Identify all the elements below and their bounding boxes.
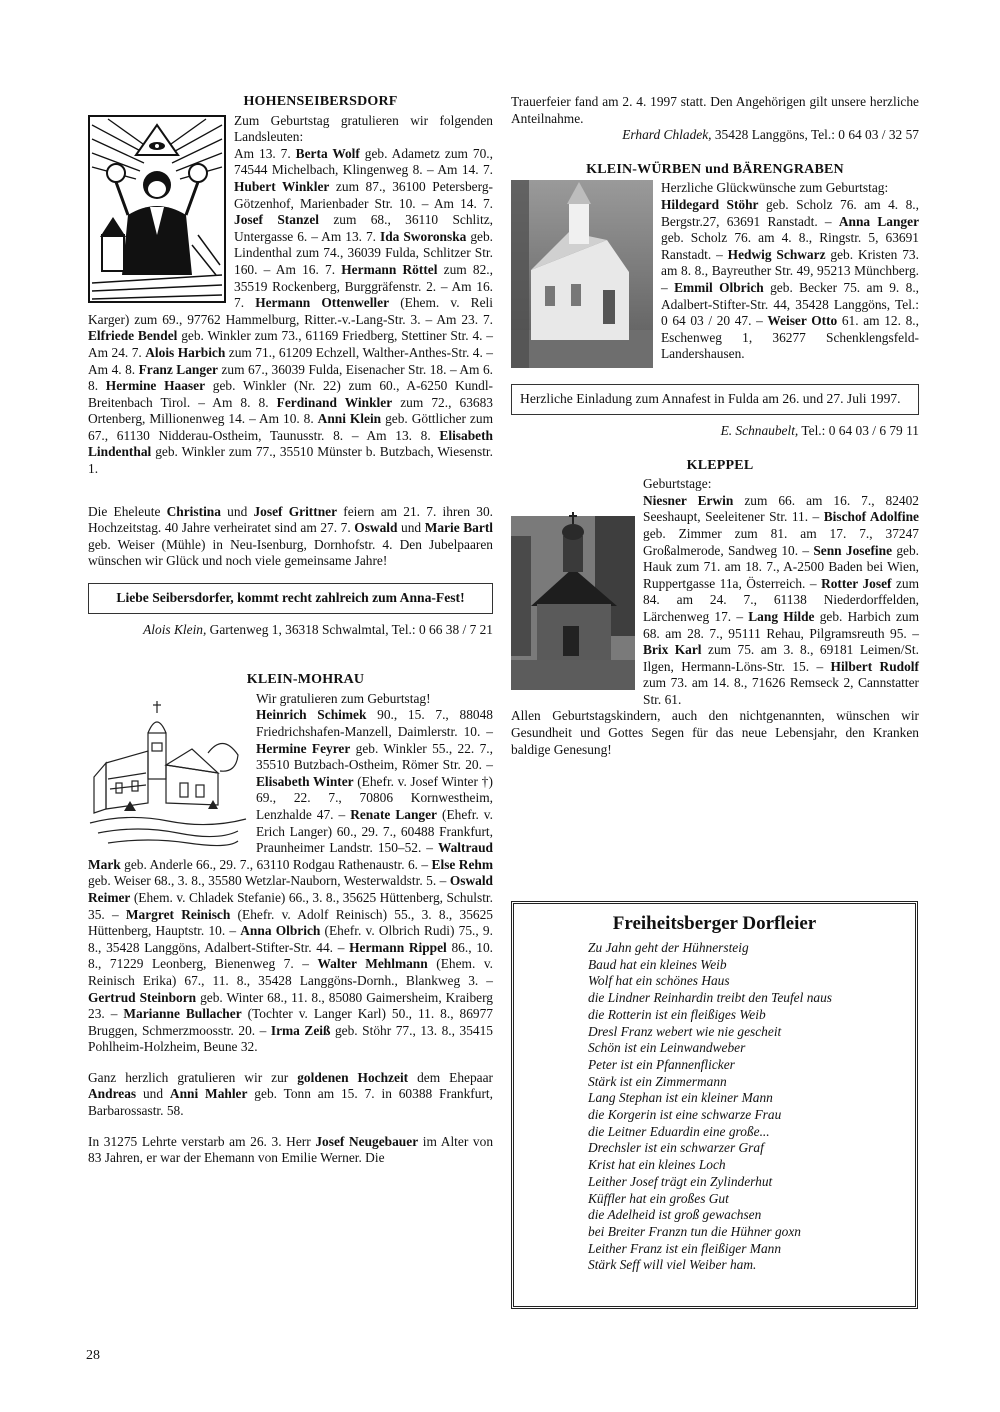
- poem-line: die Lindner Reinhardin treibt den Teufel naus: [588, 990, 832, 1006]
- text-run: Am 13. 7.: [234, 145, 296, 161]
- text-run: im Alter von 83 Jahren, er war der Ehemann von Emilie Werner. Die: [88, 1133, 494, 1166]
- name-bold: Elisabeth Winter: [256, 773, 354, 789]
- chladek-signature: [511, 127, 919, 144]
- name-bold: Josef Stanzel: [234, 212, 319, 228]
- schnaubelt-signature: [511, 423, 919, 440]
- poem-line: die Korgerin ist eine schwarze Frau: [588, 1107, 782, 1123]
- name-bold: Weiser Otto: [767, 313, 838, 329]
- text-run: geb. Anderle 66., 29. 7., 63110 Rodgau Rathenaustr. 6. –: [120, 856, 432, 872]
- text-run: 90., 15. 7., 88048 Friedrichshafen-Manzell, Daimlerstr. 10. –: [256, 707, 493, 739]
- name-bold: Else Rehm: [431, 856, 493, 872]
- name-bold: Margret Reinisch: [125, 906, 231, 922]
- name-bold: Elisabeth Lindenthal: [88, 427, 493, 460]
- section-title-kleppel: KLEPPEL: [686, 457, 754, 473]
- text-run: geb. Harbich zum 68. am 28. 7., 95111 Rehau, Pilgramsreuth 95. –: [643, 608, 919, 641]
- text-run: geb. Stöhr 77., 13. 8., 35415 Pohlheim-Holzheim, Beune 32.: [88, 1022, 493, 1055]
- name-bold: Waltraud Mark: [88, 840, 493, 872]
- text-run: geb. Winkler (Nr. 22) zum 60., A-6250 Kundl-Breitenbach Tirol. – Am 8. 8.: [88, 378, 494, 410]
- text-run: geb. Winkler 55., 22. 7., 35510 Butzbach-Ostheim, Römer Str. 20. –: [256, 740, 493, 773]
- wooden-chapel-photo: [511, 476, 635, 690]
- signature-address: 35428 Langgöns, Tel.: 0 64 03 / 32 57: [711, 127, 919, 143]
- poem-line: Stärk ist ein Zimmermann: [588, 1073, 727, 1089]
- name-bold: Franz Langer: [138, 361, 218, 377]
- name-bold: Alois Harbich: [145, 344, 226, 360]
- poem-line: Leither Franz ist ein fleißiger Mann: [588, 1240, 782, 1256]
- signature-name: Alois Klein,: [143, 621, 207, 637]
- poem-line: Zu Jahn geht der Hühnersteig: [588, 940, 749, 955]
- text-run: 61. am 12. 8., Eschenweg 1, 36277 Schenklengsfeld-Landershausen.: [661, 313, 919, 362]
- text-run: (Ehem. v. Reli Karger) zum 69., 97762 Hammelburg, Ritter.-v.-Lang-Str. 3. – Am 23. 7.: [88, 295, 494, 327]
- poem-line: Stärk Seff will viel Weiber ham.: [588, 1257, 757, 1273]
- name-bold: Anna Olbrich: [240, 923, 321, 939]
- name-bold: Berta Wolf: [295, 145, 360, 161]
- text-run: geb. Winter 68., 11. 8., 85080 Gaimersheim, Kraiberg 23. –: [88, 989, 493, 1022]
- name-bold: Josef Grittner: [253, 503, 338, 519]
- name-bold: Ferdinand Winkler: [276, 394, 393, 410]
- text-run: (Ehefr. v. Olbrich Rudi) 75., 9. 8., 35428 Langgöns, Adalbert-Stifter-Str. 44. –: [88, 923, 493, 955]
- text-run: geb. Zimmer zum 81. am 17. 7., 37247 Großalmerode, Sandweg 10. –: [643, 525, 919, 558]
- name-bold: Niesner Erwin: [643, 492, 734, 508]
- text-run: zum 73. am 14. 8., 71626 Remseck 2, Cannstatter Str. 61.: [643, 675, 919, 707]
- name-bold: Irma Zeiß: [270, 1022, 331, 1038]
- hohenseibersdorf-signature: [88, 622, 493, 639]
- poem-line: die Leitner Eduardin eine große...: [588, 1123, 770, 1139]
- text-run: geb. Scholz 76. am 4. 8., Bergstr.27, 63691 Ranstadt. –: [661, 196, 919, 229]
- klein-mohrau-golden-wedding: [88, 1070, 493, 1120]
- text-run: geb. Winkler zum 73., 61169 Friedberg, Stettiner Str. 4. – Am 24. 7.: [88, 328, 493, 360]
- name-bold: Ida Sworonska: [380, 228, 467, 244]
- name-bold: Senn Josefine: [813, 542, 893, 558]
- name-bold: Hedwig Schwarz: [727, 246, 826, 262]
- poem-line: bei Breiter Franzn tun die Hühner goxn: [588, 1223, 801, 1239]
- text-run: geb. Becker 75. am 9. 8., Adalbert-Stifter-Str. 44, 35428 Langgöns, Tel.: 0 64 03 / 20 47. –: [661, 279, 920, 329]
- text-run: zum 82., 35519 Rockenberg, Burggräfenstr. 2. – Am 16. 7.: [234, 261, 494, 311]
- poem-line: Baud hat ein kleines Weib: [588, 956, 727, 972]
- poem-box: [511, 901, 918, 1309]
- chapel-photo: [511, 180, 653, 368]
- text-run: geb. Winkler zum 77., 35510 Münster b. Butzbach, Wiesenstr. 1.: [88, 444, 493, 477]
- poem-line: Schön ist ein Leinwandweber: [588, 1040, 746, 1056]
- name-bold: Oswald Reimer: [88, 873, 493, 905]
- hohenseibersdorf-intro: Zum Geburtstag gratulieren wir folgenden Landsleuten:: [234, 112, 493, 145]
- left-column: [88, 94, 493, 1167]
- poem-lines: [588, 940, 915, 1274]
- klein-mohrau-intro: Wir gratulieren zum Geburtstag!: [256, 690, 431, 706]
- text-run: (Ehefr. v. Erich Langer) 60., 29. 7., 60488 Frankfurt, Praunheimer Landstr. 150–52. –: [256, 806, 493, 856]
- poem-title: Freiheitsberger Dorfleier: [612, 913, 817, 934]
- text-run: zum 87., 36100 Petersberg-Götzenhof, Marienbader Str. 10. – Am 14. 7.: [234, 178, 493, 211]
- text-run: geb. Hauk zum 71. am 18. 7., A-2500 Baden bei Wien, Ruppertgasse 11a, Österreich. –: [643, 542, 919, 591]
- name-bold: Gertrud Steinborn: [88, 989, 197, 1005]
- name-bold: Hermann Rippel: [349, 939, 447, 955]
- text-run: 86., 10. 8., 71229 Leonberg, Bienenweg 7. –: [88, 939, 494, 972]
- name-bold: Brix Karl: [643, 642, 702, 658]
- name-bold: Andreas: [88, 1086, 137, 1102]
- name-bold: Hilbert Rudolf: [830, 658, 919, 674]
- name-bold: Elfriede Bendel: [88, 328, 178, 344]
- kleppel-intro: Geburtstage:: [643, 476, 712, 492]
- text-run: (Ehefr. v. Josef Winter †) 69., 22. 7., 70806 Kornwestheim, Lenzhalde 47. –: [256, 773, 493, 822]
- text-run: In 31275 Lehrte verstarb am 26. 3. Herr: [88, 1133, 316, 1149]
- text-run: feiern am 21. 7. ihren 30. Hochzeitstag. 40 Jahre verheiratet sind am 27. 7.: [88, 503, 493, 536]
- text-run: Ganz herzlich gratulieren wir zur: [88, 1069, 298, 1085]
- name-bold: Marianne Bullacher: [123, 1006, 242, 1022]
- name-bold: Oswald: [354, 520, 398, 536]
- village-church-sketch: [88, 693, 248, 849]
- section-title-hohenseibersdorf: HOHENSEIBERSDORF: [243, 94, 398, 109]
- name-bold: Bischof Adolfine: [823, 509, 919, 525]
- text-run: geb. Scholz 76. am 4. 8., Ringstr. 5, 63691 Ranstadt. –: [661, 230, 919, 262]
- poem-line: Drechsler ist ein schwarzer Graf: [588, 1140, 764, 1156]
- name-bold: Anni Mahler: [169, 1086, 248, 1102]
- name-bold: Emmil Olbrich: [674, 279, 764, 295]
- anna-fest-box: Liebe Seibersdorfer, kommt recht zahlreich zum Anna-Fest!: [88, 583, 493, 614]
- text-run: geb. Adametz zum 70., 74544 Michelbach, Klingenweg 8. – Am 14. 7.: [234, 145, 493, 178]
- text-run: (Ehem. v. Reinisch Erika) 67., 11. 8., 35428 Langgöns-Dornh., Blankweg 3. –: [88, 956, 494, 988]
- name-bold: Lang Hilde: [748, 608, 815, 624]
- text-run: geb. Kristen 73. am 8. 8., Bayreuther Str. 49, 95213 Münchberg. –: [661, 246, 919, 295]
- text-run: (Ehem. v. Chladek Stefanie) 66., 3. 8., 35625 Hüttenberg, Schulstr. 35. –: [88, 889, 493, 922]
- name-bold: Hermine Haaser: [105, 378, 206, 394]
- obituary-continuation: Trauerfeier fand am 2. 4. 1997 statt. Den Angehörigen gilt unsere herzliche Anteilnahme.: [511, 94, 919, 126]
- name-bold: goldenen Hochzeit: [297, 1069, 409, 1085]
- name-bold: Hermann Ottenweller: [255, 295, 390, 311]
- name-bold: Hermine Feyrer: [256, 740, 351, 756]
- poem-line: Wolf hat ein schönes Haus: [588, 973, 730, 989]
- signature-address: Gartenweg 1, 36318 Schwalmtal, Tel.: 0 66 38 / 7 21: [206, 621, 493, 637]
- text-run: zum 67., 36039 Fulda, Eisenacher Str. 18. – Am 6. 8.: [88, 361, 493, 394]
- text-run: geb. Göttlicher zum 67., 61130 Nidderau-Ostheim, Taunusstr. 8. – Am 13. 8.: [88, 411, 493, 443]
- name-bold: Marie Bartl: [424, 520, 493, 536]
- name-bold: Heinrich Schimek: [256, 707, 367, 723]
- text-run: zum 71., 61209 Echzell, Walther-Anthes-Str. 4. – Am 4. 8.: [88, 344, 493, 377]
- poem-line: Küffler hat ein großes Gut: [588, 1190, 729, 1206]
- name-bold: Hildegard Stöhr: [661, 196, 759, 212]
- name-bold: Rotter Josef: [821, 575, 892, 591]
- text-run: (Tochter v. Langer Karl) 50., 11. 8., 86977 Bruggen, Schmerzmoosstr. 20. –: [88, 1006, 493, 1038]
- poem-line: Krist hat ein kleines Loch: [588, 1157, 726, 1173]
- poem-line: Lang Stephan ist ein kleiner Mann: [588, 1090, 773, 1106]
- text-run: geb. Lindenthal zum 74., 36039 Fulda, Schlitzer Str. 160. – Am 16. 7.: [234, 228, 494, 277]
- signature-address: Tel.: 0 64 03 / 6 79 11: [798, 422, 919, 438]
- poem-line: Leither Josef trägt ein Zylinderhut: [588, 1173, 773, 1189]
- hohenseibersdorf-anniversaries: [88, 504, 493, 570]
- name-bold: Anna Langer: [838, 213, 920, 229]
- kleppel-wishes: Allen Geburtstagskindern, auch den nichtgenannten, wünschen wir Gesundheit und Gottes Segen für das neue Lebensjahr, den Kranken baldige Genesung!: [511, 708, 919, 757]
- text-run: und: [397, 520, 425, 536]
- right-column: [511, 94, 919, 758]
- text-run: Die Eheleute: [88, 503, 167, 519]
- section-title-klein-mohrau: KLEIN-MOHRAU: [246, 672, 365, 688]
- poem-line: die Adelheid ist groß gewachsen: [588, 1207, 762, 1223]
- klein-wuerben-intro: Herzliche Glückwünsche zum Geburtstag:: [661, 180, 889, 196]
- text-run: geb. Weiser (Mühle) in Neu-Isenburg, Dornhofstr. 4. Den Jubelpaaren wünschen wir Glück und noch viele gemeinsame Jahre!: [88, 536, 493, 569]
- signature-name: E. Schnaubelt,: [720, 422, 799, 438]
- text-run: zum 72., 63683 Ortenberg, Millionenweg 14. – Am 10. 8.: [88, 394, 493, 427]
- text-run: zum 66. am 16. 7., 82402 Seeshaupt, Seeleitener Str. 11. –: [643, 492, 920, 525]
- text-run: geb. Weiser 68., 3. 8., 35580 Wetzlar-Nauborn, Westerwaldstr. 5. –: [88, 873, 450, 889]
- text-run: zum 68., 36110 Schlitz, Untergasse 6. – Am 13. 7.: [234, 212, 493, 244]
- signature-name: Erhard Chladek,: [622, 127, 712, 143]
- name-bold: Anni Klein: [317, 411, 382, 427]
- name-bold: Christina: [166, 503, 221, 519]
- klein-mohrau-obituary: [88, 1134, 493, 1167]
- text-run: geb. Tonn am 15. 7. in 60388 Frankfurt, Barbarossastr. 58.: [88, 1086, 493, 1119]
- section-title-klein-wuerben: KLEIN-WÜRBEN und BÄRENGRABEN: [586, 161, 844, 177]
- name-bold: Renate Langer: [350, 806, 437, 822]
- name-bold: Hubert Winkler: [234, 178, 330, 194]
- name-bold: Josef Neugebauer: [315, 1133, 419, 1149]
- page-number: 28: [86, 1348, 100, 1363]
- woodcut-illustration: [88, 115, 226, 303]
- annafest-invitation-box: Herzliche Einladung zum Annafest in Fulda am 26. und 27. Juli 1997.: [511, 384, 919, 415]
- poem-line: Peter ist ein Pfannenflicker: [588, 1056, 735, 1072]
- poem-line: Dresl Franz webert wie nie gescheit: [588, 1023, 782, 1039]
- text-run: dem Ehepaar: [408, 1069, 493, 1085]
- name-bold: Hermann Röttel: [341, 261, 438, 277]
- text-run: und: [220, 503, 254, 519]
- text-run: zum 84. am 24. 7., 61138 Niederdorffelden, Lärchenweg 17. –: [643, 575, 920, 624]
- name-bold: Walter Mehlmann: [317, 956, 428, 972]
- poem-line: die Rotterin ist ein fleißiges Weib: [588, 1006, 766, 1022]
- text-run: zum 75. am 3. 8., 69181 Leimen/St. Ilgen, Hermann-Löns-Str. 15. –: [643, 642, 919, 674]
- text-run: und: [136, 1086, 170, 1102]
- text-run: (Ehefr. v. Adolf Reinisch) 55., 3. 8., 35625 Hüttenberg, Hauptstr. 10. –: [88, 906, 493, 939]
